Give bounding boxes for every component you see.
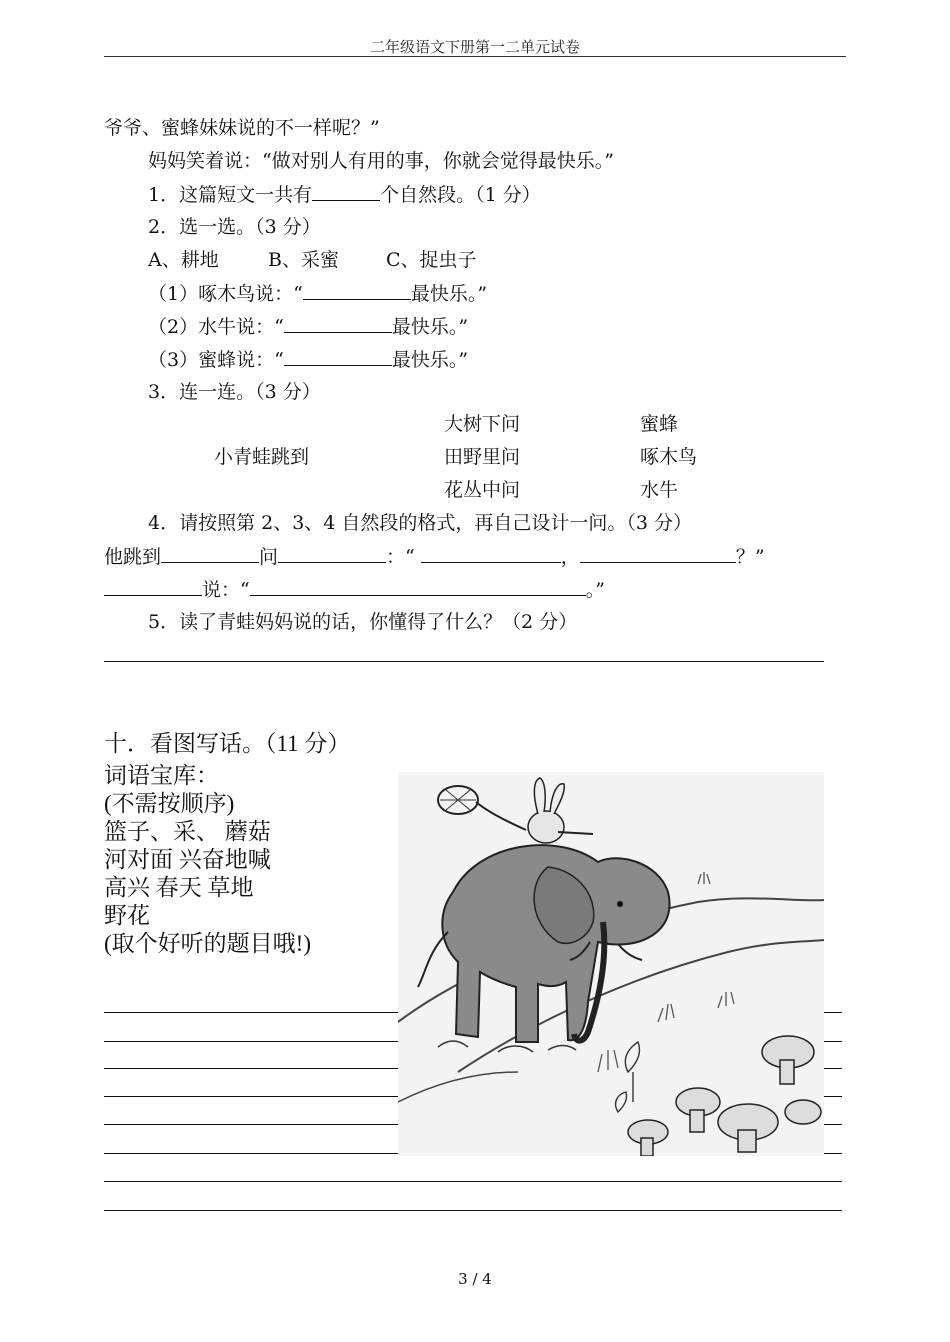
q2-item-1-blank[interactable] (303, 281, 411, 300)
q2-option-a: A、耕地 (148, 249, 219, 271)
q4-l1-text-e: ？” (735, 546, 765, 568)
writing-line (824, 1096, 842, 1097)
q2-item-3 (148, 347, 468, 372)
q4-blank-place[interactable] (161, 544, 259, 563)
q4-blank-who[interactable] (278, 544, 386, 563)
q4-blank-answer[interactable] (250, 577, 586, 596)
story-illustration (398, 772, 824, 1156)
q2-item-1-after: 最快乐。” (410, 283, 488, 305)
question-2-prompt: 2．选一选。（3 分） (148, 216, 321, 238)
writing-line[interactable] (104, 1012, 398, 1013)
q3-right-item-2[interactable]: 啄木鸟 (640, 446, 698, 468)
q3-right-item-3[interactable]: 水牛 (640, 479, 679, 501)
question-1 (148, 182, 541, 207)
page-number: 3 / 4 (458, 1270, 492, 1288)
q2-item-3-before: （3）蜜蜂说：“ (148, 349, 284, 371)
header-divider (104, 56, 846, 57)
writing-line (824, 1068, 842, 1069)
q2-option-b: B、采蜜 (268, 249, 339, 271)
word-bank-heading: 词语宝库： (104, 763, 219, 788)
q4-l1-text-d: ， (560, 546, 580, 568)
writing-line[interactable] (104, 1153, 398, 1154)
q2-item-2-before: （2）水牛说：“ (148, 316, 284, 338)
word-bank-line-1: (不需按顺序) (104, 791, 235, 816)
q3-middle-item-3[interactable]: 花丛中问 (444, 479, 521, 501)
writing-line (824, 1153, 842, 1154)
word-bank-line-5: 野花 (104, 903, 150, 928)
writing-line (824, 1012, 842, 1013)
q4-blank-question-2[interactable] (580, 544, 736, 563)
question-4-prompt: 4．请按照第 2、3、4 自然段的格式，再自己设计一问。（3 分） (148, 512, 693, 534)
writing-line[interactable] (104, 1068, 398, 1069)
q2-item-2-after: 最快乐。” (391, 316, 469, 338)
question-5-prompt: 5．读了青蛙妈妈说的话，你懂得了什么？（2 分） (148, 611, 578, 633)
q4-line-1 (104, 544, 765, 569)
q5-answer-line[interactable] (104, 661, 824, 662)
q4-l2-text-a: 说：“ (202, 579, 250, 601)
q1-text-before: 1．这篇短文一共有 (148, 184, 313, 206)
section-10-title: 十．看图写话。（11 分） (104, 731, 351, 756)
q3-right-item-1[interactable]: 蜜蜂 (640, 413, 679, 435)
q1-text-after: 个自然段。（1 分） (380, 184, 541, 206)
q2-item-1-before: （1）啄木鸟说：“ (148, 283, 303, 305)
word-bank-line-4: 高兴 春天 草地 (104, 875, 254, 900)
q2-item-2 (148, 314, 468, 339)
q1-answer-blank[interactable] (312, 182, 380, 201)
q2-item-3-after: 最快乐。” (391, 349, 469, 371)
q3-left-item[interactable]: 小青蛙跳到 (214, 446, 310, 468)
q4-l1-text-a: 他跳到 (104, 546, 162, 568)
writing-line[interactable] (104, 1181, 842, 1182)
passage-line-2: 妈妈笑着说：“做对别人有用的事，你就会觉得最快乐。” (148, 150, 614, 172)
q2-item-2-blank[interactable] (284, 314, 392, 333)
page-header: 二年级语文下册第一二单元试卷 (369, 38, 580, 56)
writing-line[interactable] (104, 1210, 842, 1211)
writing-line (824, 1041, 842, 1042)
writing-line[interactable] (104, 1041, 398, 1042)
q2-item-3-blank[interactable] (284, 347, 392, 366)
q2-item-1 (148, 281, 487, 306)
q4-l2-text-b: 。” (585, 579, 605, 601)
elephant-rabbit-drawing (398, 772, 824, 1156)
word-bank-line-2: 篮子、采、 蘑菇 (104, 819, 271, 844)
q4-l1-text-c: ：“ (386, 546, 415, 568)
q2-option-c: C、捉虫子 (386, 249, 477, 271)
q3-middle-item-1[interactable]: 大树下问 (444, 413, 521, 435)
question-3-prompt: 3．连一连。（3 分） (148, 381, 321, 403)
q4-blank-question-1[interactable] (421, 544, 561, 563)
q4-line-2 (104, 577, 605, 602)
writing-line (824, 1124, 842, 1125)
writing-line[interactable] (104, 1096, 398, 1097)
word-bank-line-3: 河对面 兴奋地喊 (104, 847, 271, 872)
q4-blank-answerer[interactable] (104, 577, 202, 596)
writing-line[interactable] (104, 1124, 398, 1125)
word-bank-line-6: (取个好听的题目哦!) (104, 931, 311, 956)
passage-line-1: 爷爷、蜜蜂妹妹说的不一样呢？” (104, 117, 380, 139)
q3-middle-item-2[interactable]: 田野里问 (444, 446, 521, 468)
q4-l1-text-b: 问 (259, 546, 279, 568)
